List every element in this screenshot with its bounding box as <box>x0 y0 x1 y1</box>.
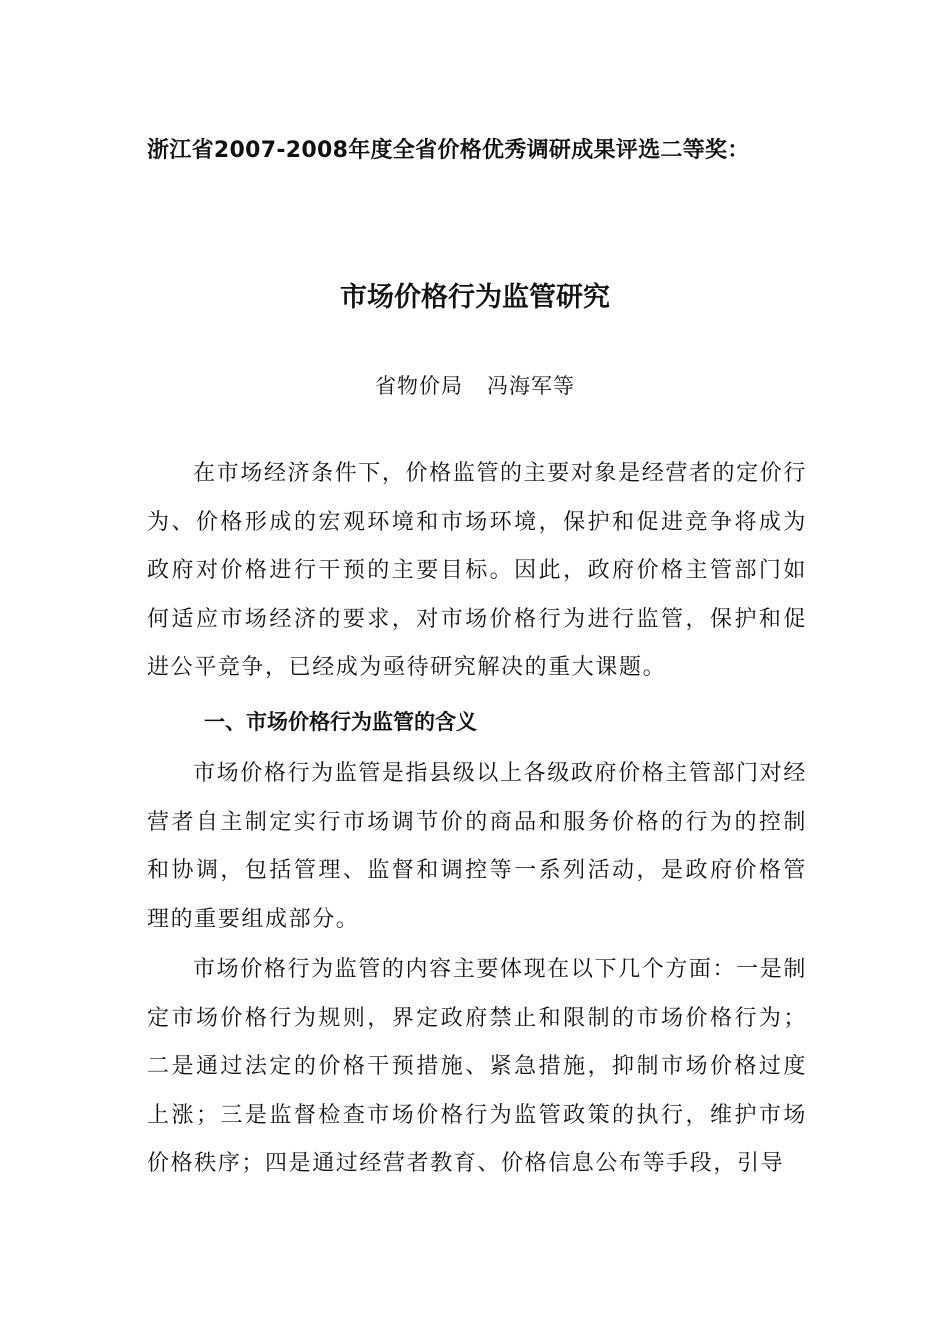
section-heading: 一、市场价格行为监管的含义 <box>204 710 477 734</box>
document-title: 市场价格行为监管研究 <box>340 282 610 313</box>
author-organization: 省物价局 <box>375 374 463 398</box>
paragraph-intro: 在市场经济条件下，价格监管的主要对象是经营者的定价行为、价格形成的宏观环境和市场环境，保护和促进竞争将成为政府对价格进行干预的主要目标。因此，政府价格主管部门如何适应市场经济的要求，对市场价格行为进行监管，保护和促进公平竞争，已经成为亟待研究解决的重大课题。 <box>147 461 807 681</box>
document-author <box>0 366 950 406</box>
author-name: 冯海军等 <box>487 374 575 398</box>
paragraph-content: 市场价格行为监管的内容主要体现在以下几个方面：一是制定市场价格行为规则，界定政府禁止和限制的市场价格行为；二是通过法定的价格干预措施、紧急措施，抑制市场价格过度上涨；三是监督检查市场价格行为监管政策的执行，维护市场价格秩序；四是通过经营者教育、价格信息公布等手段，引导 <box>147 957 807 1177</box>
paragraph-definition: 市场价格行为监管是指县级以上各级政府价格主管部门对经营者自主制定实行市场调节价的商品和服务价格的行为的控制和协调，包括管理、监督和调控等一系列活动，是政府价格管理的重要组成部分。 <box>147 761 807 932</box>
award-heading: 浙江省2007-2008年度全省价格优秀调研成果评选二等奖： <box>147 138 750 163</box>
